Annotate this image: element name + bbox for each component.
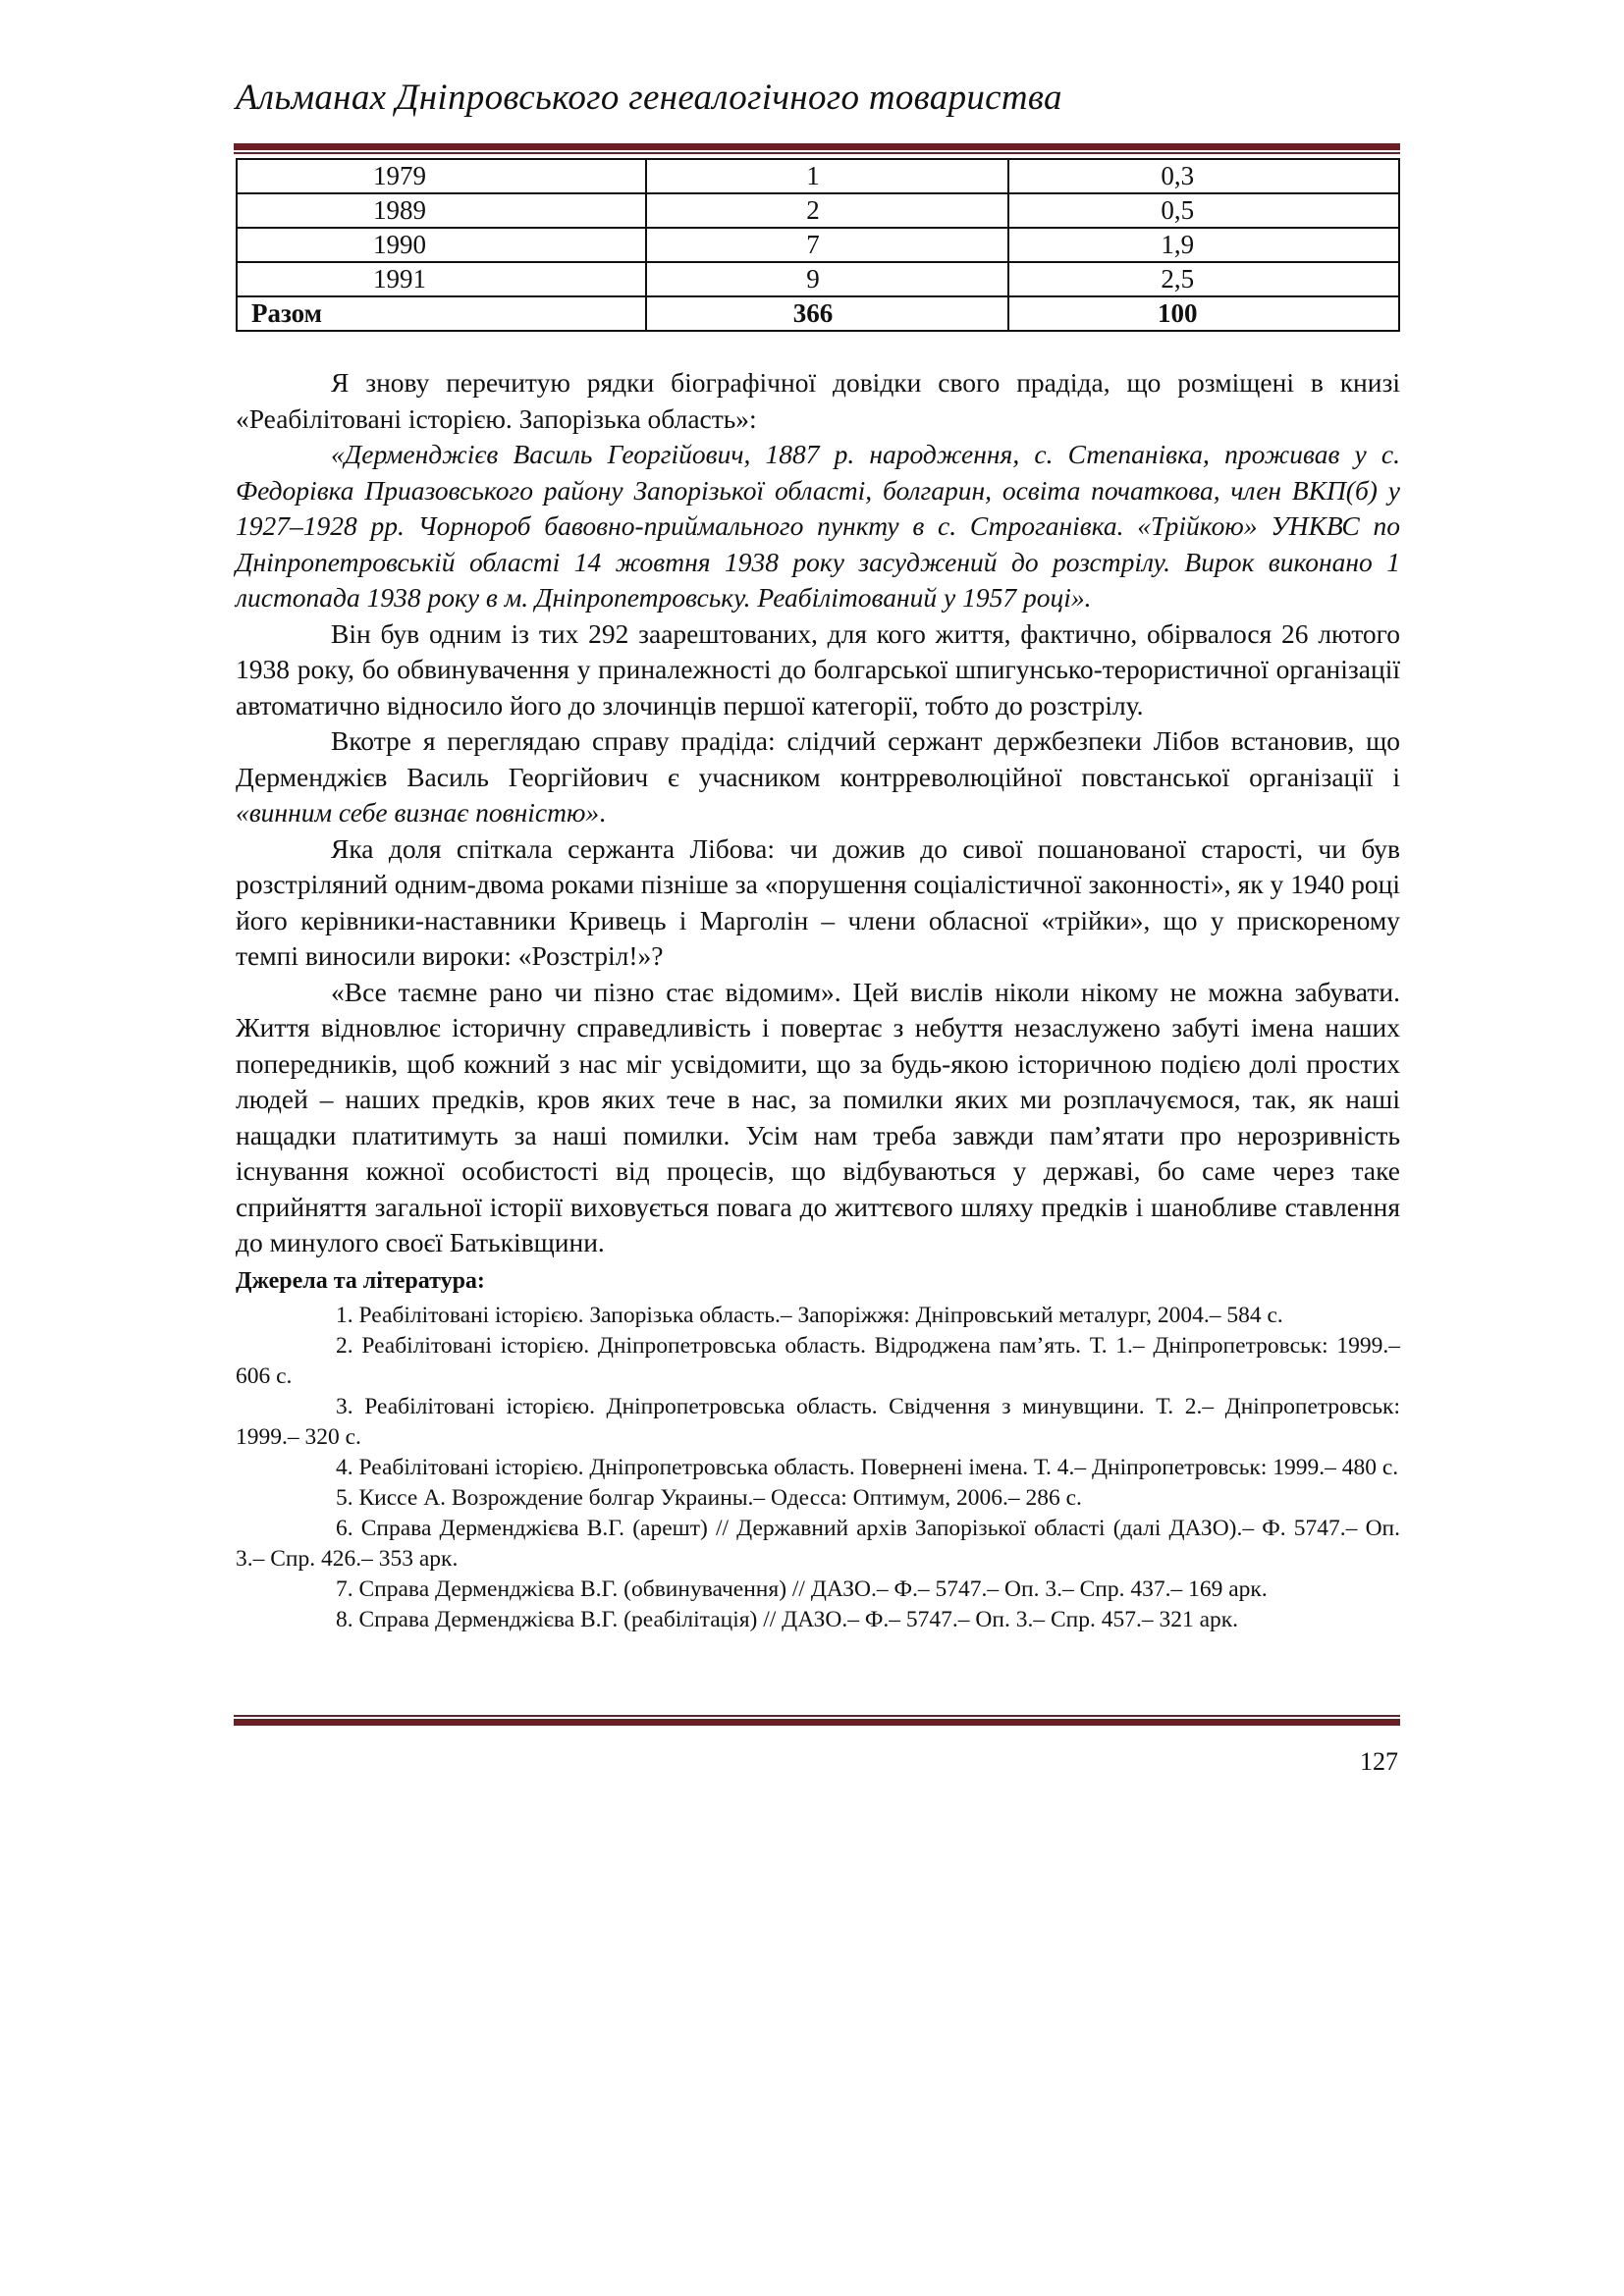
running-header-title: Альманах Дніпровського генеалогічного товариства [236,78,1062,118]
reference-item: 1. Реабілітовані історією. Запорізька область.– Запоріжжя: Дніпровський металург, 2004.– 584 с. [336,1303,1283,1328]
percent-cell: 0,3 [1008,159,1399,193]
reference-item: 7. Справа Дерменджієва В.Г. (обвинувачення) // ДАЗО.– Ф.– 5747.– Оп. 3.– Спр. 437.– 169 арк. [336,1576,1268,1602]
footer-rule [234,1715,1400,1726]
count-cell: 1 [646,159,1008,193]
reference-item: 5. Киссе А. Возрождение болгар Украины.– Одесса: Оптимум, 2006.– 286 с. [336,1485,1082,1511]
paragraph: Яка доля спіткала сержанта Лібова: чи дожив до сивої пошанованої старості, чи був розстріляний одним-двома роками пізніше за «порушення соціалістичної законності», як у 1940 році його керівники-наставники Кривець і Марголін – члени обласної «трійки», що у прискореному темпі виносили вироки: «Розстріл!»? [236,832,1400,971]
references-section [236,1266,1400,1635]
table-row [237,228,1399,262]
reference-item: 2. Реабілітовані історією. Дніпропетровська область. Відроджена пам’ять. Т. 1.– Дніпропетровськ: 1999.– 606 с. [236,1333,1400,1389]
total-percent-cell: 100 [1008,296,1399,331]
paragraph-text: Вкотре я переглядаю справу прадіда: слідчий сержант держбезпеки Лібов встановив, що Дерменджієв Василь Георгійович є учасником контрреволюційної повстанської організації і [236,725,1400,792]
count-cell: 2 [646,193,1008,228]
table-row [237,262,1399,296]
page-number: 127 [1360,1747,1398,1776]
year-cell: 1989 [237,193,646,228]
table-total-row [237,296,1399,331]
statistics-table [236,158,1400,332]
paragraph: Він був одним із тих 292 заарештованих, для кого життя, фактично, обірвалося 26 лютого 1938 року, бо обвинувачення у приналежності до болгарської шпигунсько-терористичної організації автоматично відносило його до злочинців першої категорії, тобто до розстрілу. [236,617,1400,721]
biography-quote: «Дерменджієв Василь Георгійович, 1887 р. народження, с. Степанівка, проживав у с. Федорівка Приазовського району Запорізької області, болгарин, освіта початкова, член ВКП(б) у 1927–1928 рр. Чорнороб бавовно-приймального пункту в с. Строганівка. «Трійкою» УНКВС по Дніпропетровській області 14 жовтня 1938 року засуджений до розстрілу. Вирок виконано 1 листопада 1938 року в м. Дніпропетровську. Реабілітований у 1957 році». [236,439,1400,613]
reference-item: 8. Справа Дерменджієва В.Г. (реабілітація) // ДАЗО.– Ф.– 5747.– Оп. 3.– Спр. 457.– 321 арк. [336,1607,1239,1632]
year-cell: 1990 [237,228,646,262]
percent-cell: 1,9 [1008,228,1399,262]
reference-item: 4. Реабілітовані історією. Дніпропетровська область. Повернені імена. Т. 4.– Дніпропетровськ: 1999.– 480 с. [336,1455,1399,1480]
paragraph-end: . [599,797,606,828]
reference-item: 3. Реабілітовані історією. Дніпропетровська область. Свідчення з минувщини. Т. 2.– Дніпропетровськ: 1999.– 320 с. [236,1394,1400,1450]
table-row [237,159,1399,193]
article-body [236,365,1400,1261]
paragraph: Я знову перечитую рядки біографічної довідки свого прадіда, що розміщені в книзі «Реабілітовані історією. Запорізька область»: [236,367,1400,434]
paragraph [236,723,1400,831]
percent-cell: 0,5 [1008,193,1399,228]
paragraph: «Все таємне рано чи пізно стає відомим». Цей вислів ніколи нікому не можна забувати. Життя відновлює історичну справедливість і повертає з небуття незаслужено забуті імена наших попередників, щоб кожний з нас міг усвідомити, що за будь-якою історичною подією долі простих людей – наших предків, кров яких тече в нас, за помилки яких ми розплачуємося, так, як наші нащадки платитимуть за наші помилки. Усім нам треба завжди пам’ятати про нерозривність існування кожної особистості від процесів, що відбуваються у державі, бо саме через таке сприйняття загальної історії виховується повага до життєвого шляху предків і шанобливе ставлення до минулого своєї Батьківщини. [236,976,1400,1257]
year-cell: 1991 [237,262,646,296]
reference-item: 6. Справа Дерменджієва В.Г. (арешт) // Державний архів Запорізької області (далі ДАЗО).– Ф. 5747.– Оп. 3.– Спр. 426.– 353 арк. [236,1516,1400,1572]
references-heading: Джерела та література: [236,1268,485,1294]
count-cell: 9 [646,262,1008,296]
header-rule [234,143,1400,154]
percent-cell: 2,5 [1008,262,1399,296]
count-cell: 7 [646,228,1008,262]
total-count-cell: 366 [646,296,1008,331]
paragraph-quote: «винним себе визнає повністю» [236,797,600,828]
year-cell: 1979 [237,159,646,193]
table-row [237,193,1399,228]
total-label-cell: Разом [237,296,646,331]
